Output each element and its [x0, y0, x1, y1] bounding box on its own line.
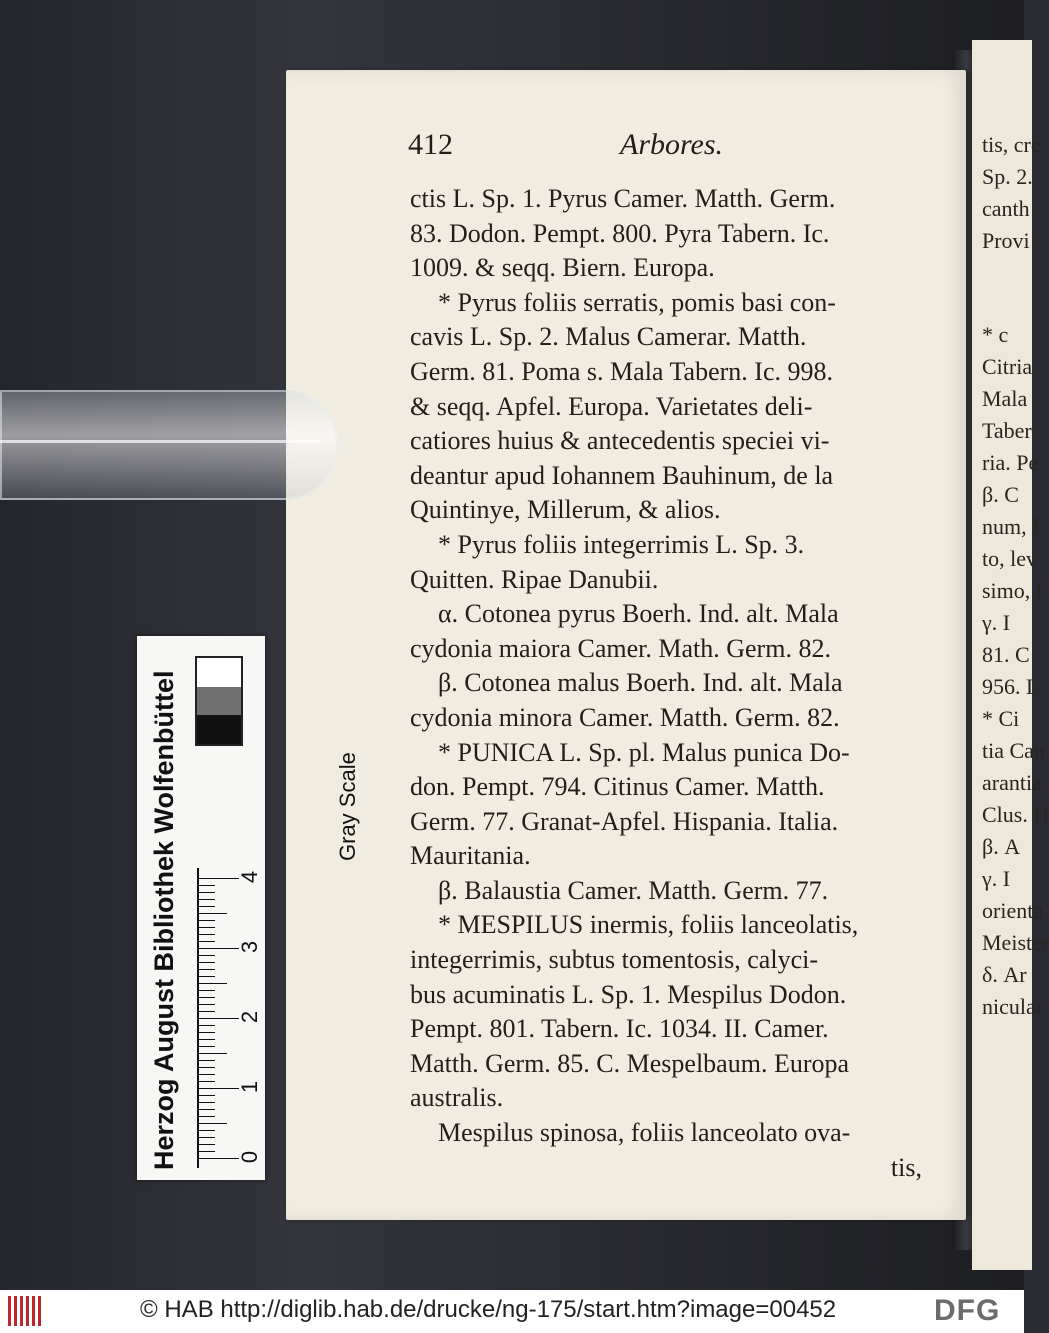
dfg-logo: DFG — [934, 1294, 1001, 1327]
text-line: β. Balaustia Camer. Matth. Germ. 77. — [438, 875, 829, 905]
ruler-tick — [199, 1095, 215, 1096]
ruler-tick — [199, 1088, 239, 1089]
footer-bar — [0, 1290, 1024, 1333]
adjacent-text-fragment: num, f — [982, 514, 1040, 539]
adjacent-text-fragment: γ. I — [982, 866, 1011, 891]
adjacent-text-fragment: * Ci — [982, 706, 1020, 731]
gray-scale-label: Gray Scale — [335, 752, 360, 861]
page-holder-pointer — [0, 390, 338, 500]
adjacent-text-fragment: 81. C — [982, 642, 1030, 667]
ruler-tick — [199, 1130, 215, 1131]
text-line: Matth. Germ. 85. C. Mespelbaum. Europa — [410, 1048, 850, 1078]
page-number: 412 — [408, 128, 453, 161]
adjacent-text-fragment: simo, f — [982, 578, 1044, 603]
ruler-tick — [199, 1032, 215, 1033]
adjacent-text-fragment: γ. I — [982, 610, 1011, 635]
ruler-tick — [199, 1060, 215, 1061]
adjacent-text-fragment: Citria — [982, 354, 1033, 379]
text-line: australis. — [410, 1083, 504, 1113]
gray-swatch — [197, 687, 241, 716]
text-line: cavis L. Sp. 2. Malus Camerar. Matth. — [410, 322, 807, 352]
ruler-tick — [199, 1158, 239, 1159]
adjacent-text-fragment: Taber — [982, 418, 1032, 443]
text-line: & seqq. Apfel. Europa. Varietates deli- — [410, 391, 813, 421]
text-line: Germ. 77. Granat-Apfel. Hispania. Italia. — [410, 806, 839, 836]
ruler-tick — [199, 1039, 215, 1040]
ruler-tick — [199, 990, 215, 991]
ruler-tick — [199, 1081, 215, 1082]
adjacent-text-fragment: 956. L — [982, 674, 1040, 699]
ruler-tick — [199, 906, 215, 907]
ruler-tick — [199, 1018, 239, 1019]
ruler-tick — [199, 885, 215, 886]
text-line: * Pyrus foliis serratis, pomis basi con- — [438, 287, 836, 317]
ruler-number: 0 — [237, 1150, 262, 1164]
pointer-highlight — [0, 440, 320, 443]
adjacent-text-fragment: nicular — [982, 994, 1044, 1019]
text-line: Germ. 81. Poma s. Mala Tabern. Ic. 998. — [410, 356, 833, 386]
ruler-tick — [199, 899, 215, 900]
gray-swatch — [197, 658, 241, 687]
gray-swatches — [195, 656, 243, 746]
adjacent-text-fragment: Provi — [982, 228, 1030, 253]
text-line: deantur apud Iohannem Bauhinum, de la — [410, 460, 834, 490]
adjacent-text-fragment: tis, cre — [982, 132, 1041, 157]
text-line: cydonia maiora Camer. Math. Germ. 82. — [410, 633, 831, 663]
adjacent-text-fragment: β. C — [982, 482, 1019, 507]
ruler-tick — [199, 1053, 227, 1054]
adjacent-text-fragment: * c — [982, 322, 1009, 347]
ruler-tick — [199, 1102, 215, 1103]
ruler-tick — [199, 955, 215, 956]
text-line: α. Cotonea pyrus Boerh. Ind. alt. Mala — [438, 599, 839, 629]
ruler-tick — [199, 1025, 215, 1026]
adjacent-text-fragment: tia Can — [982, 738, 1045, 763]
text-line: integerrimis, subtus tomentosis, calyci- — [410, 945, 818, 975]
ruler-tick — [199, 878, 239, 879]
ruler-tick — [199, 913, 227, 914]
adjacent-text-fragment: β. A — [982, 834, 1021, 859]
ruler-number: 1 — [237, 1080, 262, 1094]
ruler-tick — [199, 1144, 215, 1145]
adjacent-text-fragment: δ. Ar — [982, 962, 1027, 987]
ruler-institution: Herzog August Bibliothek Wolfenbüttel — [149, 670, 179, 1170]
adjacent-text-fragment: Meister — [982, 930, 1049, 955]
barcode-icon — [8, 1296, 44, 1326]
adjacent-text-fragment: Sp. 2. — [982, 164, 1033, 189]
text-line: 1009. & seqq. Biern. Europa. — [410, 253, 715, 283]
ruler-number: 4 — [237, 870, 262, 884]
ruler-tick — [199, 997, 215, 998]
adjacent-text-fragment: Mala — [982, 386, 1028, 411]
ruler-number: 2 — [237, 1010, 262, 1024]
ruler-tick — [199, 1004, 215, 1005]
text-line: bus acuminatis L. Sp. 1. Mespilus Dodon. — [410, 979, 847, 1009]
text-line: β. Cotonea malus Boerh. Ind. alt. Mala — [438, 668, 843, 698]
ruler-tick — [199, 927, 215, 928]
ruler-tick — [199, 962, 215, 963]
ruler-tick — [199, 976, 215, 977]
ruler-tick — [199, 1074, 215, 1075]
adjacent-page — [972, 40, 1049, 1270]
text-line: Mauritania. — [410, 841, 531, 871]
adjacent-text-fragment: ria. Pe — [982, 450, 1039, 475]
gray-swatch — [197, 715, 241, 744]
text-line: 83. Dodon. Pempt. 800. Pyra Tabern. Ic. — [410, 218, 830, 248]
gray-scale-ruler — [137, 636, 360, 1180]
page-header — [408, 128, 928, 168]
text-line: * Pyrus foliis integerrimis L. Sp. 3. — [438, 529, 805, 559]
running-title: Arbores. — [620, 128, 724, 161]
text-line: Quintinye, Millerum, & alios. — [410, 495, 721, 525]
ruler-tick — [199, 1116, 215, 1117]
adjacent-text-fragment: arantia — [982, 770, 1042, 795]
ruler-tick — [199, 941, 215, 942]
text-line: ctis L. Sp. 1. Pyrus Camer. Matth. Germ. — [410, 184, 836, 213]
ruler-tick — [199, 1123, 227, 1124]
adjacent-text-fragment: canth — [982, 196, 1030, 221]
ruler-tick — [199, 969, 215, 970]
text-line: * MESPILUS inermis, foliis lanceolatis, — [438, 910, 859, 940]
ruler-tick — [199, 1151, 215, 1152]
ruler-tick — [199, 1046, 215, 1047]
ruler-tick — [199, 948, 239, 949]
text-line: Quitten. Ripae Danubii. — [410, 564, 659, 594]
ruler-tick — [199, 983, 227, 984]
text-line: cydonia minora Camer. Matth. Germ. 82. — [410, 702, 840, 732]
ruler-tick — [199, 892, 215, 893]
text-line: Mespilus spinosa, foliis lanceolato ova- — [438, 1118, 851, 1148]
ruler-tick — [199, 1011, 215, 1012]
ruler-tick — [199, 920, 215, 921]
ruler-number: 3 — [237, 940, 262, 954]
ruler-tick — [199, 1067, 215, 1068]
text-line: * PUNICA L. Sp. pl. Malus punica Do- — [438, 737, 850, 767]
text-line: catiores huius & antecedentis speciei vi- — [410, 426, 830, 456]
text-line: tis, — [890, 1152, 922, 1182]
text-line: don. Pempt. 794. Citinus Camer. Matth. — [410, 772, 825, 802]
adjacent-text-fragment: Clus. H — [982, 802, 1049, 827]
copyright-link[interactable]: © HAB http://diglib.hab.de/drucke/ng-175/start.htm?image=00452 — [140, 1296, 837, 1323]
ruler-tick — [199, 1109, 215, 1110]
ruler-tick — [199, 934, 215, 935]
adjacent-text-fragment: to, lev — [982, 546, 1037, 571]
text-line: Pempt. 801. Tabern. Ic. 1034. II. Camer. — [410, 1014, 829, 1044]
page-body-text — [410, 182, 922, 1185]
adjacent-text-fragment: orienta — [982, 898, 1044, 923]
ruler-tick — [199, 1137, 215, 1138]
